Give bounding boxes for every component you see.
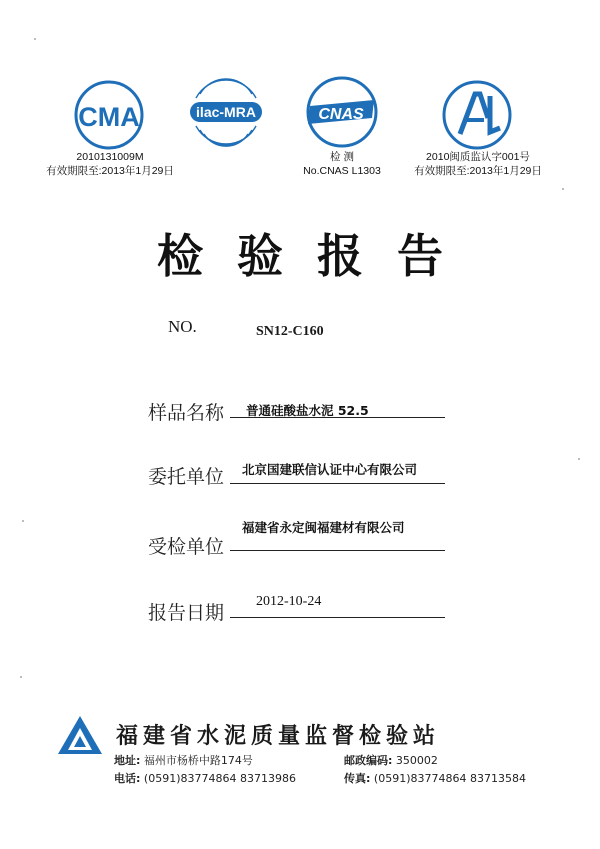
phone-value: (0591)83774864 83713986 bbox=[143, 772, 296, 785]
report-number-value: SN12-C160 bbox=[256, 324, 324, 339]
scan-speck bbox=[22, 520, 24, 522]
scan-speck bbox=[578, 458, 580, 460]
sample-name-underline bbox=[230, 417, 445, 418]
report-number-label: NO. bbox=[168, 317, 197, 336]
scan-speck bbox=[20, 676, 22, 678]
address-label: 地址: bbox=[114, 754, 141, 767]
sample-name-value: 普通硅酸盐水泥 52.5 bbox=[246, 403, 369, 418]
cal-certificate-number: 2010闽质监认字001号 bbox=[426, 151, 530, 163]
station-logo bbox=[56, 714, 104, 756]
scan-speck bbox=[34, 38, 36, 40]
fax-line bbox=[344, 770, 526, 786]
phone-label: 电话: bbox=[114, 772, 141, 785]
inspected-unit-label: 受检单位 bbox=[148, 536, 225, 558]
address-line bbox=[114, 752, 253, 768]
scan-speck bbox=[562, 188, 564, 190]
cnas-number: No.CNAS L1303 bbox=[303, 165, 381, 177]
address-value: 福州市杨桥中路174号 bbox=[143, 754, 253, 767]
client-underline bbox=[230, 483, 445, 484]
client-value: 北京国建联信认证中心有限公司 bbox=[242, 462, 418, 477]
cnas-type: 检 测 bbox=[330, 151, 354, 163]
cma-logo bbox=[70, 78, 148, 156]
svg-text:ilac-MRA: ilac-MRA bbox=[196, 104, 256, 120]
client-label: 委托单位 bbox=[148, 466, 225, 488]
report-title: 检验报告 bbox=[157, 229, 477, 283]
cal-validity: 有效期限至:2013年1月29日 bbox=[414, 165, 542, 177]
inspected-unit-underline bbox=[230, 550, 445, 551]
cma-validity: 有效期限至:2013年1月29日 bbox=[46, 165, 174, 177]
cal-logo bbox=[438, 78, 516, 156]
postcode-line bbox=[344, 752, 438, 768]
svg-text:CMA: CMA bbox=[78, 102, 140, 132]
inspected-unit-value: 福建省永定闽福建材有限公司 bbox=[242, 520, 405, 535]
postcode-label: 邮政编码: bbox=[344, 754, 393, 767]
phone-line bbox=[114, 770, 296, 786]
report-date-underline bbox=[230, 617, 445, 618]
fax-value: (0591)83774864 83713584 bbox=[373, 772, 526, 785]
cma-certificate-number: 2010131009M bbox=[76, 151, 144, 163]
postcode-value: 350002 bbox=[395, 754, 438, 767]
report-date-label: 报告日期 bbox=[148, 602, 225, 624]
cnas-logo bbox=[302, 72, 382, 152]
fax-label: 传真: bbox=[344, 772, 371, 785]
station-name: 福建省水泥质量监督检验站 bbox=[116, 724, 441, 749]
report-date-value: 2012-10-24 bbox=[256, 594, 322, 609]
svg-text:CNAS: CNAS bbox=[318, 106, 364, 123]
sample-name-label: 样品名称 bbox=[148, 402, 225, 424]
ilac-mra-logo bbox=[186, 72, 266, 152]
